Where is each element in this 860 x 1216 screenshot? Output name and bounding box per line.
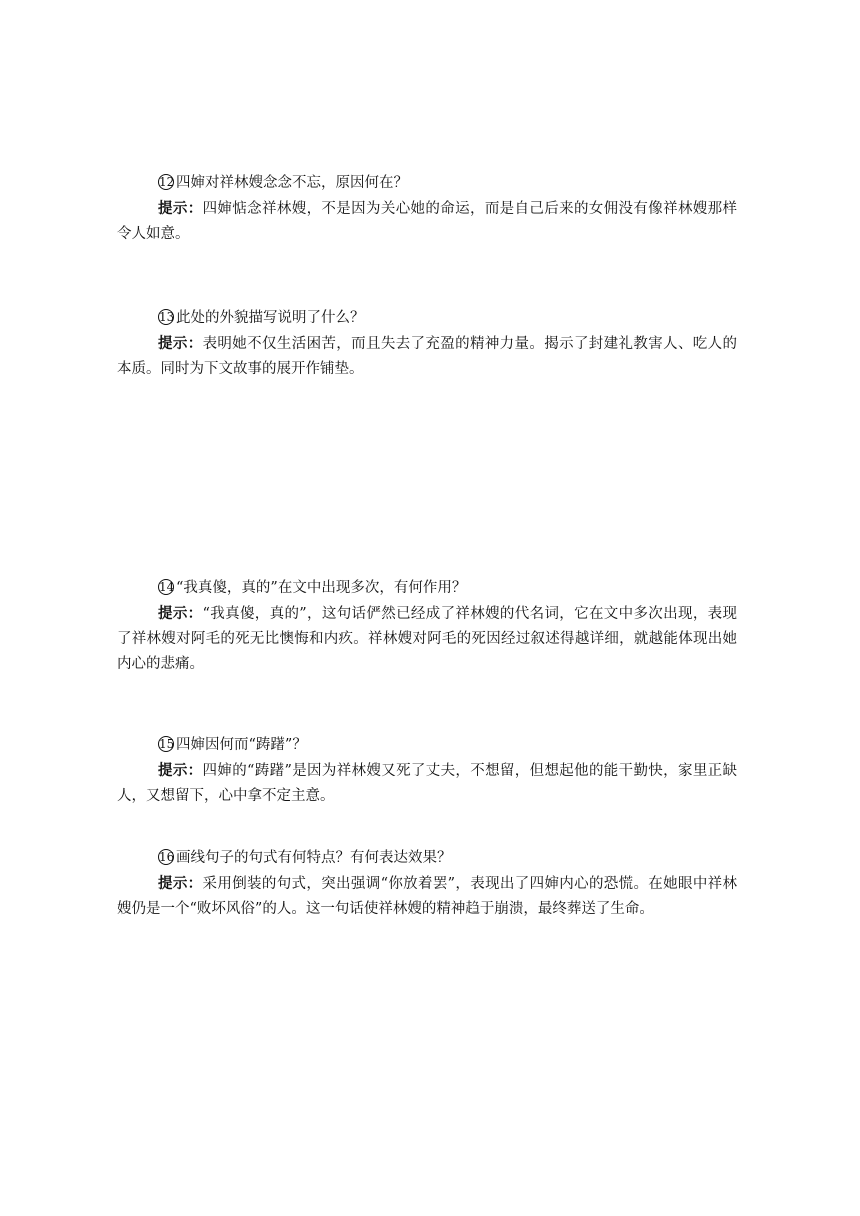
- qa-item-14: [117, 576, 737, 677]
- question-number: 13: [159, 310, 175, 324]
- question-number: 15: [159, 737, 175, 751]
- answer: [117, 758, 737, 809]
- question-text: 四婶因何而“踌躇”？: [176, 737, 307, 753]
- question: [117, 576, 737, 601]
- hint-label: 提示：: [158, 605, 203, 622]
- hint-label: 提示：: [158, 875, 203, 892]
- hint-label: 提示：: [158, 200, 203, 217]
- question: [117, 733, 737, 758]
- answer-text: 采用倒装的句式，突出强调“你放着罢”，表现出了四婶内心的恐慌。在她眼中祥林嫂仍是一个“败坏风俗”的人。这一句话使祥林嫂的精神趋于崩溃，最终葬送了生命。: [117, 876, 737, 917]
- answer-text: “我真傻，真的”，这句话俨然已经成了祥林嫂的代名词，它在文中多次出现，表现了祥林嫂对阿毛的死无比懊悔和内疚。祥林嫂对阿毛的死因经过叙述得越详细，就越能体现出她内心的悲痛。: [117, 606, 737, 672]
- question-text: 四婶对祥林嫂念念不忘，原因何在？: [176, 175, 408, 191]
- answer-text: 四婶的“踌躇”是因为祥林嫂又死了丈夫，不想留，但想起他的能干勤快，家里正缺人，又想留下，心中拿不定主意。: [117, 763, 737, 804]
- question-text: “我真傻，真的”在文中出现多次，有何作用？: [176, 580, 467, 596]
- answer: [117, 331, 737, 382]
- answer: [117, 196, 737, 247]
- hint-label: 提示：: [158, 335, 203, 352]
- question-number: 12: [159, 175, 175, 189]
- question-text: 此处的外貌描写说明了什么？: [176, 310, 365, 326]
- question-number: 16: [159, 850, 175, 864]
- answer-text: 表明她不仅生活困苦，而且失去了充盈的精神力量。揭示了封建礼教害人、吃人的本质。同时为下文故事的展开作铺垫。: [117, 336, 738, 377]
- question: [117, 171, 737, 196]
- qa-item-16: [117, 846, 737, 922]
- answer-text: 四婶惦念祥林嫂，不是因为关心她的命运，而是自己后来的女佣没有像祥林嫂那样令人如意。: [117, 201, 738, 242]
- qa-item-15: [117, 733, 737, 809]
- answer: [117, 601, 737, 677]
- question: [117, 306, 737, 331]
- hint-label: 提示：: [158, 762, 203, 779]
- question-text: 画线句子的句式有何特点？有何表达效果？: [176, 850, 452, 866]
- question-number: 14: [159, 580, 175, 594]
- answer: [117, 871, 737, 922]
- qa-item-12: [117, 171, 737, 247]
- qa-item-13: [117, 306, 737, 382]
- question: [117, 846, 737, 871]
